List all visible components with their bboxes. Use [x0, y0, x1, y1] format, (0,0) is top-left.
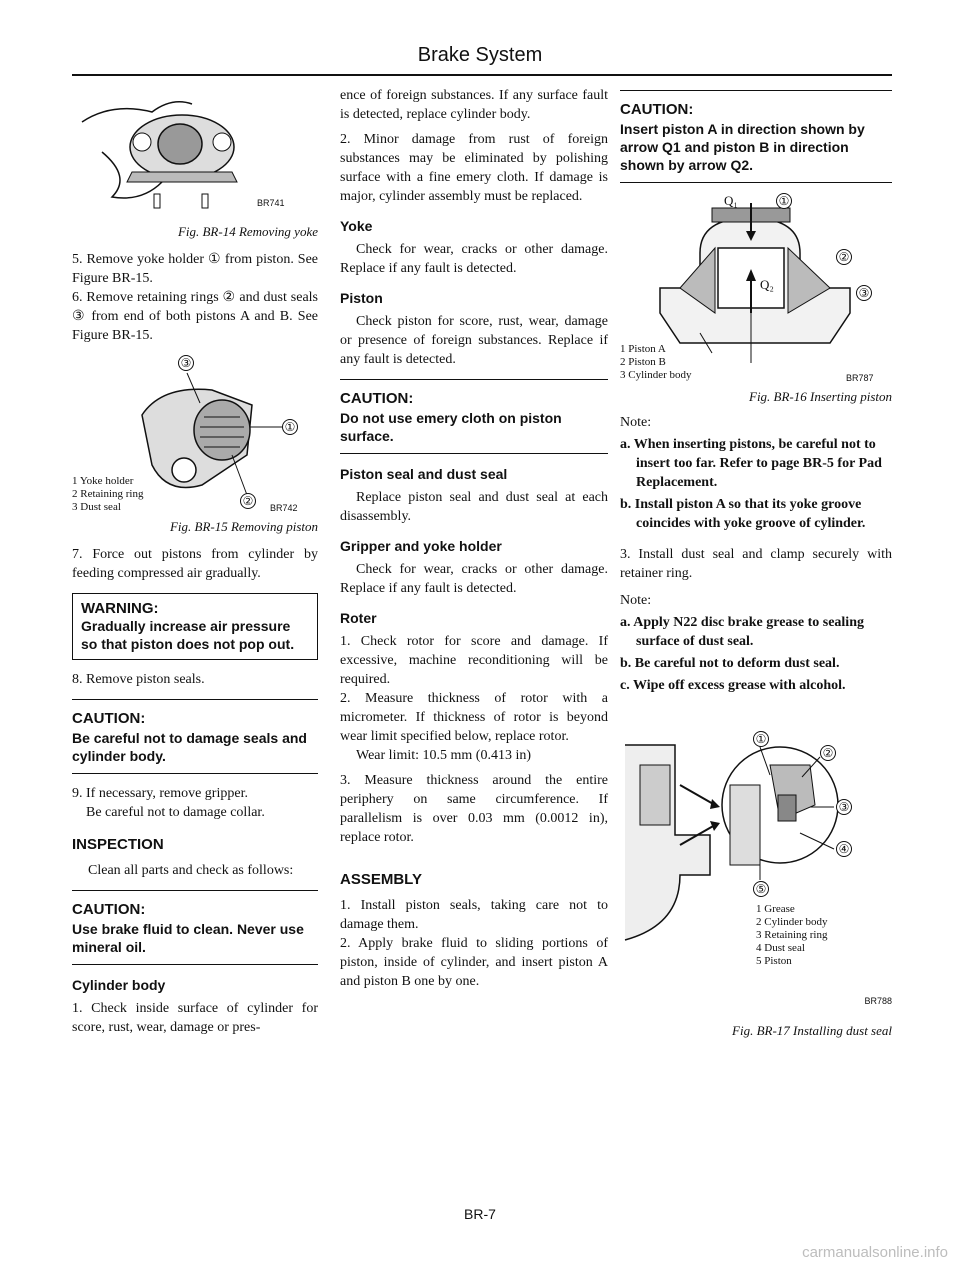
callout-3: ③ [178, 355, 194, 371]
legend-item: 2 Retaining ring [72, 488, 144, 500]
caution-text: Do not use emery cloth on piston surface. [340, 410, 562, 444]
figure-legend [72, 475, 144, 514]
caution-title: CAUTION: [340, 390, 414, 407]
piston-text: Check piston for score, rust, wear, damage or presence of foreign substances. Replace if any fault is detected. [340, 314, 608, 367]
caution-box [340, 379, 608, 454]
page-header: Brake System [417, 44, 543, 66]
callout-1: ① [282, 419, 298, 435]
header-rule [72, 74, 892, 76]
gripper-text: Check for wear, cracks or other damage. Replace if any fault is detected. [340, 562, 608, 596]
figure-br-14 [72, 82, 318, 220]
caution-title: CAUTION: [72, 710, 146, 727]
legend-item: 1 Grease [756, 903, 795, 915]
legend-item: 1 Yoke holder [72, 475, 134, 487]
legend-item: 2 Cylinder body [756, 916, 828, 928]
wear-limit: Wear limit: 10.5 mm (0.413 in) [356, 748, 532, 763]
legend-item: 3 Dust seal [72, 501, 121, 513]
column-middle [340, 86, 608, 991]
legend-item: 3 Retaining ring [756, 929, 828, 941]
page-number: BR-7 [464, 1206, 496, 1222]
legend-item: 2 Piston B [620, 356, 666, 368]
heading-cylinder-body: Cylinder body [72, 977, 166, 993]
note-item-a: a. Apply N22 disc brake grease to sealing surface of dust seal. [620, 615, 864, 649]
assembly-step-2: 2. Apply brake fluid to sliding portions of piston, inside of cylinder, and insert piston A and piston B one by one. [340, 936, 608, 989]
section-inspection: INSPECTION [72, 836, 164, 853]
figure-legend [620, 343, 692, 382]
legend-item: 3 Cylinder body [620, 369, 692, 381]
figure-code: BR788 [864, 996, 892, 1006]
figure-br-15 [72, 345, 318, 515]
cylinder-step-2: 2. Minor damage from rust of foreign substances may be eliminated by polishing surface with a fine emery cloth. If damage is major, cylinder assembly must be replaced. [340, 132, 608, 204]
assembly-step-3: 3. Install dust seal and clamp securely with retainer ring. [620, 547, 892, 581]
step-6: 6. Remove retaining rings ② and dust seals ③ from end of both pistons A and B. See Figure BR-15. [72, 290, 318, 343]
cylinder-step-1: 1. Check inside surface of cylinder for score, rust, wear, damage or pres- [72, 1001, 318, 1035]
note-item-b: b. Install piston A so that its yoke groove coincides with yoke groove of cylinder. [620, 497, 866, 531]
caution-title: CAUTION: [620, 101, 694, 118]
callout-3: ③ [836, 799, 852, 815]
note-item-c: c. Wipe off excess grease with alcohol. [620, 678, 846, 693]
step-9-note: Be careful not to damage collar. [86, 805, 265, 820]
arrow-q1-label: Q₁ [724, 193, 738, 208]
warning-box [72, 593, 318, 660]
figure-legend [756, 903, 828, 968]
figure-code: BR741 [257, 198, 285, 208]
note-item-b: b. Be careful not to deform dust seal. [620, 656, 840, 671]
figure-caption: Fig. BR-15 Removing piston [169, 519, 318, 534]
figure-code-row [620, 991, 892, 1009]
step-8: 8. Remove piston seals. [72, 672, 205, 687]
warning-text: Gradually increase air pressure so that piston does not pop out. [81, 618, 295, 652]
caution-box [72, 890, 318, 965]
note-heading: Note: [620, 593, 652, 608]
step-7: 7. Force out pistons from cylinder by feeding compressed air gradually. [72, 547, 318, 581]
arrow-q2-label: Q₂ [760, 277, 774, 292]
figure-br-16 [620, 193, 892, 385]
heading-piston-seal: Piston seal and dust seal [340, 466, 508, 482]
callout-1: ① [776, 193, 792, 209]
callout-2: ② [836, 249, 852, 265]
figure-caption: Fig. BR-16 Inserting piston [749, 389, 892, 404]
callout-1: ① [753, 731, 769, 747]
roter-step-3: 3. Measure thickness around the entire periphery on same circumference. If parallelism is over 0.03 mm (0.0012 in), replace rotor. [340, 773, 608, 845]
figure-code: BR742 [270, 503, 298, 513]
callout-2: ② [820, 745, 836, 761]
heading-gripper: Gripper and yoke holder [340, 538, 502, 554]
callout-2: ② [240, 493, 256, 509]
assembly-step-1: 1. Install piston seals, taking care not to damage them. [340, 898, 608, 932]
caution-title: CAUTION: [72, 901, 146, 918]
caution-box [620, 90, 892, 183]
caution-text: Use brake fluid to clean. Never use mineral oil. [72, 921, 304, 955]
figure-caption: Fig. BR-17 Installing dust seal [732, 1023, 892, 1038]
legend-item: 4 Dust seal [756, 942, 805, 954]
legend-item: 1 Piston A [620, 343, 666, 355]
heading-roter: Roter [340, 610, 377, 626]
seal-text: Replace piston seal and dust seal at each disassembly. [340, 490, 608, 524]
note-item-a: a. When inserting pistons, be careful not to insert too far. Refer to page BR-5 for Pad Replacement. [620, 437, 882, 490]
figure-br-17 [620, 725, 892, 985]
warning-title: WARNING: [81, 600, 159, 617]
column-right [620, 90, 892, 1049]
note-heading: Note: [620, 415, 652, 430]
roter-step-2: 2. Measure thickness of rotor with a micrometer. If thickness of rotor is beyond wear limit specified below, replace rotor. [340, 691, 608, 744]
figure-caption: Fig. BR-14 Removing yoke [177, 224, 318, 239]
legend-item: 5 Piston [756, 955, 792, 967]
heading-yoke: Yoke [340, 218, 373, 234]
heading-piston: Piston [340, 290, 383, 306]
roter-step-1: 1. Check rotor for score and damage. If excessive, machine reconditioning will be required. [340, 634, 608, 687]
inspection-text: Clean all parts and check as follows: [88, 863, 294, 878]
section-assembly: ASSEMBLY [340, 871, 422, 888]
step-5: 5. Remove yoke holder ① from piston. See Figure BR-15. [72, 252, 318, 286]
callout-3: ③ [856, 285, 872, 301]
caution-box [72, 699, 318, 774]
yoke-text: Check for wear, cracks or other damage. Replace if any fault is detected. [340, 242, 608, 276]
caution-text: Insert piston A in direction shown by arrow Q1 and piston B in direction shown by arrow Q2. [620, 121, 865, 173]
figure-code: BR787 [846, 373, 874, 383]
cylinder-step-1-cont: ence of foreign substances. If any surface fault is detected, replace cylinder body. [340, 88, 608, 122]
callout-4: ④ [836, 841, 852, 857]
watermark: carmanualsonline.info [802, 1244, 948, 1261]
step-9: 9. If necessary, remove gripper. [72, 786, 248, 801]
column-left [72, 82, 318, 1037]
callout-5: ⑤ [753, 881, 769, 897]
caution-text: Be careful not to damage seals and cylinder body. [72, 730, 307, 764]
